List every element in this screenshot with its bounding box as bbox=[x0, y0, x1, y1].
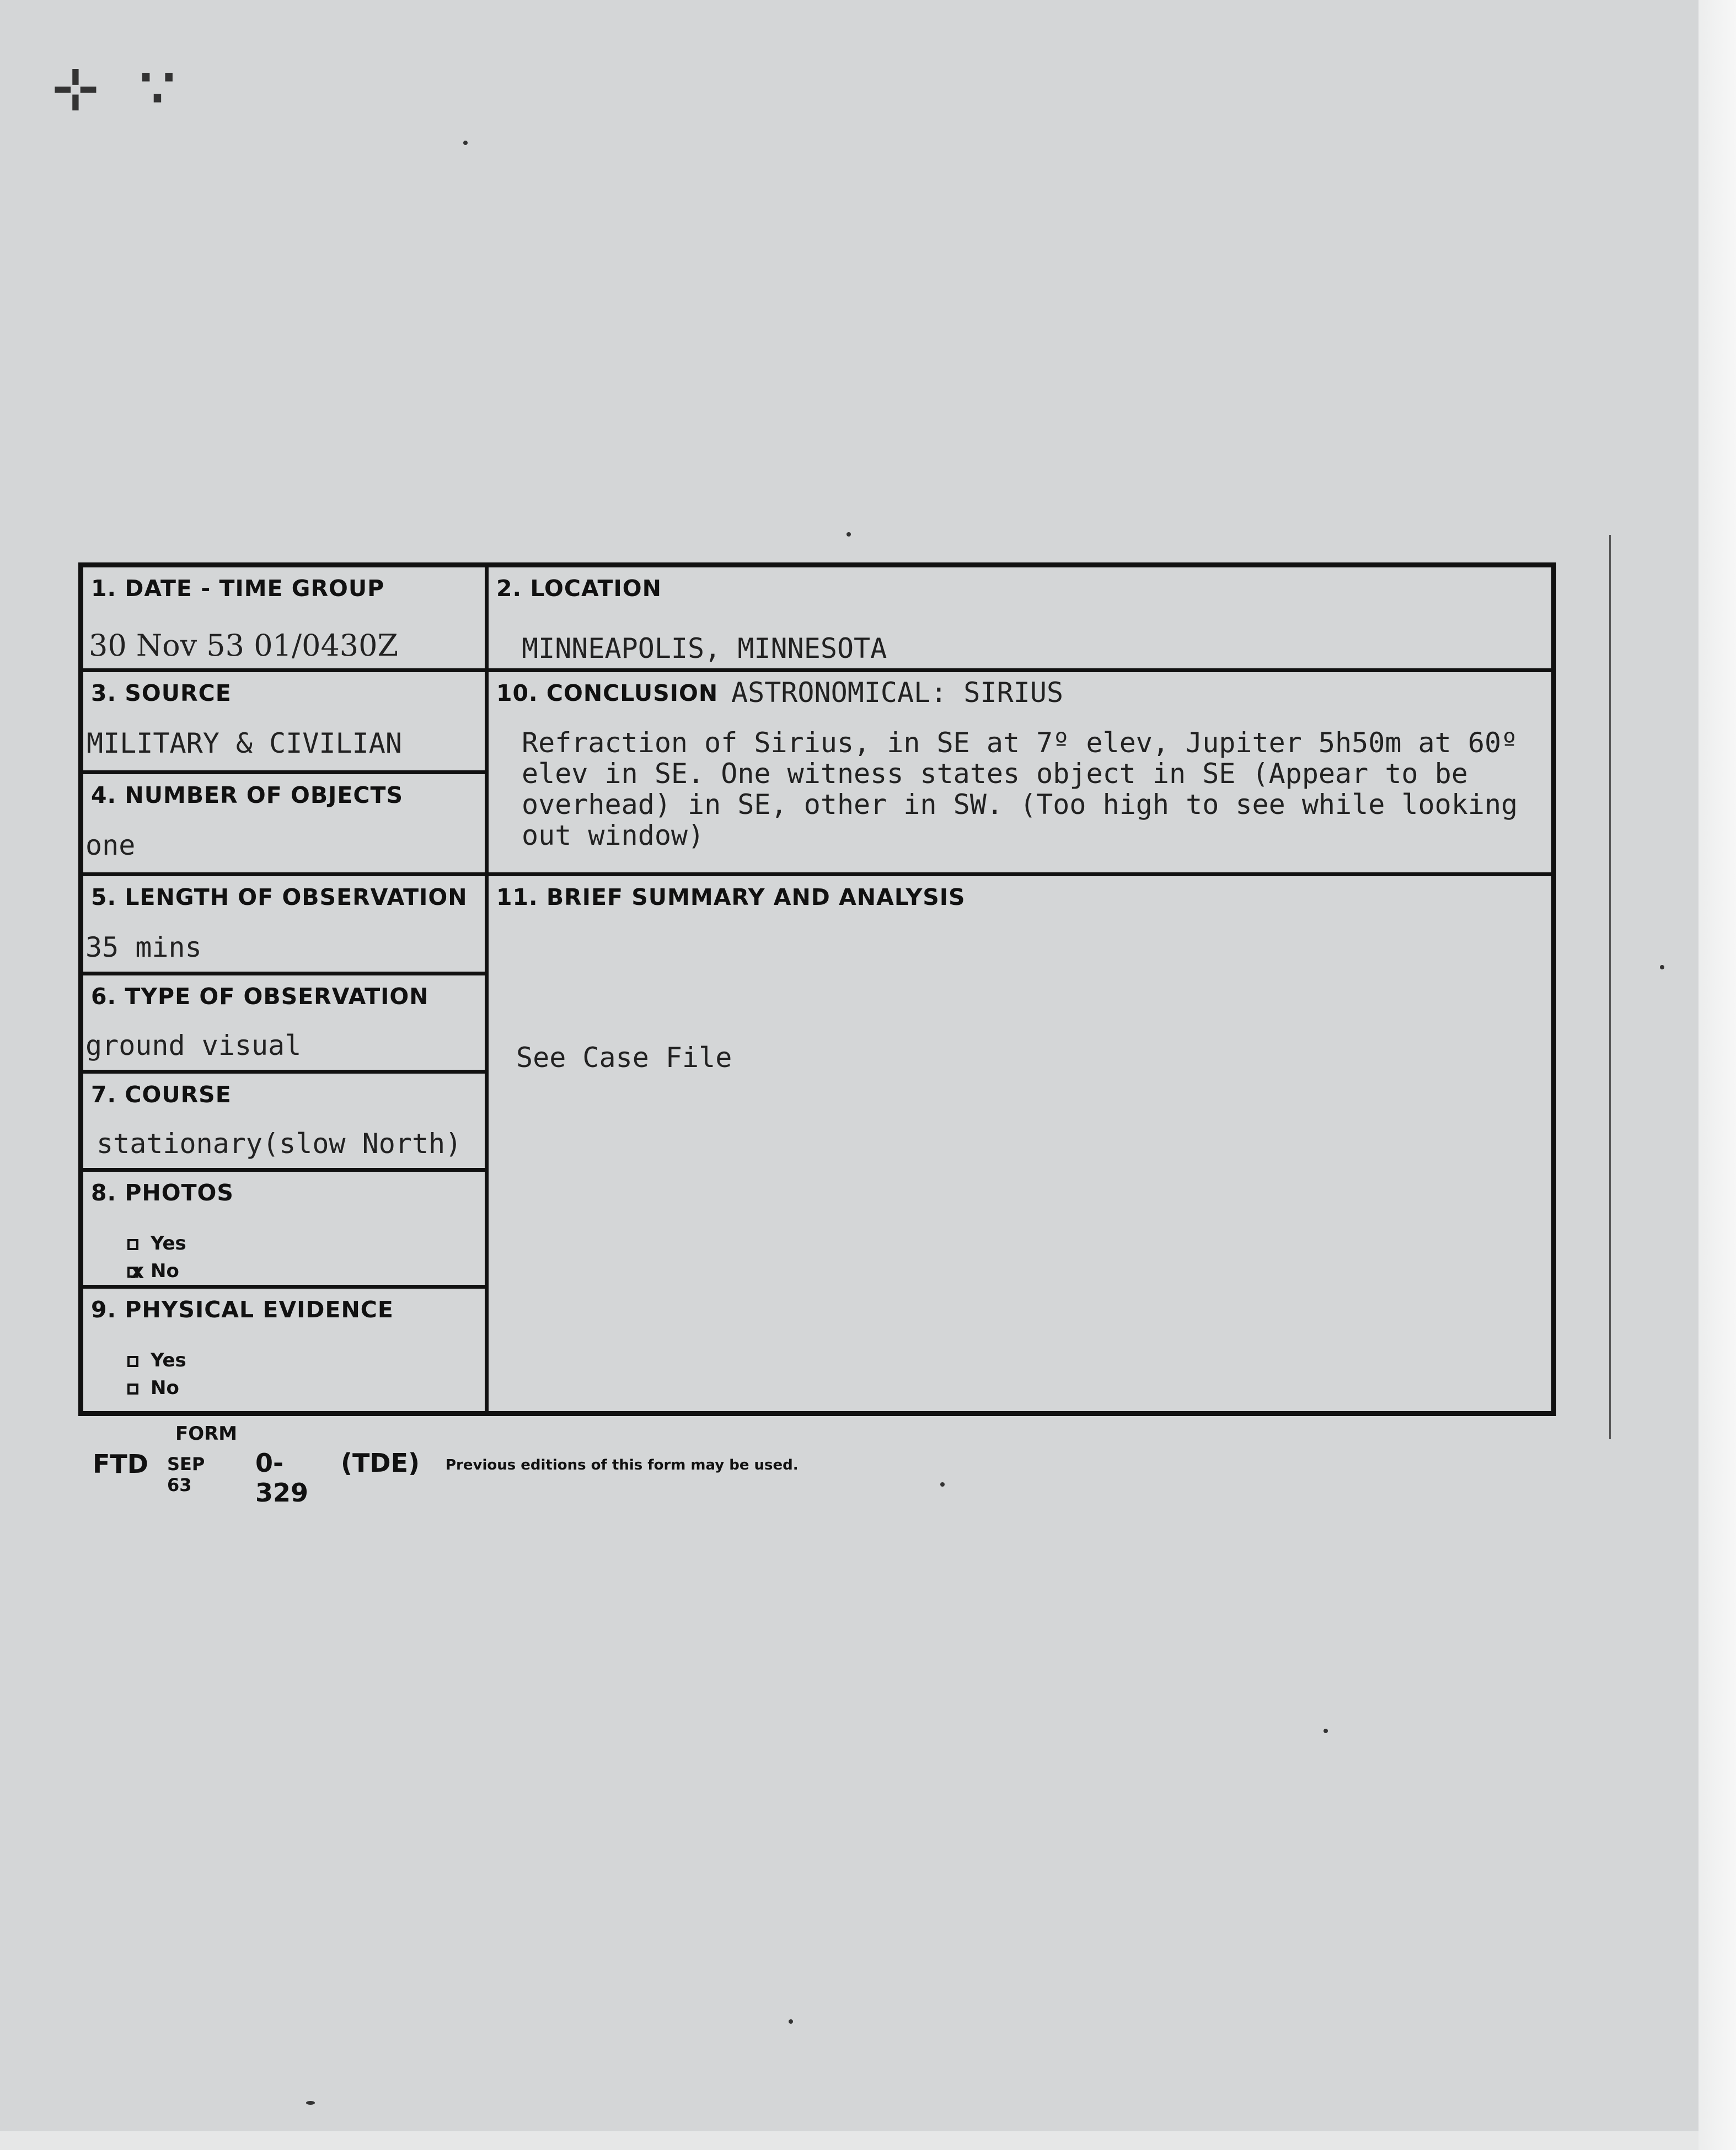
speck bbox=[306, 2101, 315, 2105]
photos-yes-option: Yes bbox=[127, 1232, 186, 1254]
footer-form-number: 0-329 bbox=[255, 1448, 309, 1508]
page-bottom-edge bbox=[0, 2131, 1699, 2150]
physical-evidence-yes-option: Yes bbox=[127, 1349, 186, 1371]
page-fold-line bbox=[1609, 535, 1611, 1439]
summary-label: 11. BRIEF SUMMARY AND ANALYSIS bbox=[496, 884, 966, 910]
checkbox-empty-icon bbox=[127, 1384, 138, 1395]
physical-evidence-cell bbox=[83, 1289, 485, 1411]
photos-cell bbox=[83, 1172, 485, 1289]
speck bbox=[463, 141, 468, 145]
footer-agency: (TDE) bbox=[341, 1448, 420, 1478]
corner-mark: ⊹ ∵ bbox=[52, 55, 186, 120]
number-of-objects-cell bbox=[83, 774, 485, 876]
speck bbox=[846, 532, 851, 537]
physical-evidence-no-option: No bbox=[127, 1377, 179, 1399]
source-label: 3. SOURCE bbox=[91, 680, 232, 706]
footer-ftd: FTD bbox=[93, 1449, 148, 1479]
physical-evidence-label: 9. PHYSICAL EVIDENCE bbox=[91, 1296, 394, 1323]
conclusion-cell bbox=[489, 672, 1551, 876]
location-value: MINNEAPOLIS, MINNESOTA bbox=[522, 632, 887, 664]
checkbox-checked-icon bbox=[127, 1267, 138, 1278]
course-label: 7. COURSE bbox=[91, 1081, 232, 1108]
length-of-observation-cell bbox=[83, 876, 485, 975]
footer-note: Previous editions of this form may be used. bbox=[446, 1457, 799, 1473]
course-value: stationary(slow North) bbox=[97, 1128, 462, 1160]
summary-text: See Case File bbox=[516, 1042, 732, 1074]
footer-date-code: SEP 63 bbox=[167, 1454, 205, 1495]
speck bbox=[1324, 1729, 1328, 1733]
conclusion-text: Refraction of Sirius, in SE at 7º elev, Jupiter 5h50m at 60º elev in SE. One witness states object in SE (Appear to be overhead) in SE, other in SW. (Too high to see while looking out window) bbox=[522, 727, 1518, 851]
source-cell bbox=[83, 672, 485, 774]
footer-form-word: FORM bbox=[175, 1423, 238, 1445]
length-of-observation-value: 35 mins bbox=[85, 931, 202, 963]
report-form bbox=[78, 562, 1556, 1416]
conclusion-value: ASTRONOMICAL: SIRIUS bbox=[731, 677, 1064, 709]
course-cell bbox=[83, 1074, 485, 1172]
photos-no-option: xNo bbox=[127, 1260, 179, 1282]
speck bbox=[1660, 965, 1664, 969]
speck bbox=[940, 1482, 945, 1487]
summary-cell bbox=[489, 876, 1551, 1411]
date-time-label: 1. DATE - TIME GROUP bbox=[91, 575, 385, 602]
date-time-value: 30 Nov 53 01/0430Z bbox=[89, 628, 399, 663]
date-time-cell bbox=[83, 567, 485, 672]
type-of-observation-value: ground visual bbox=[85, 1030, 302, 1061]
column-divider bbox=[485, 567, 489, 1411]
location-label: 2. LOCATION bbox=[496, 575, 662, 602]
source-value: MILITARY & CIVILIAN bbox=[87, 727, 402, 759]
length-of-observation-label: 5. LENGTH OF OBSERVATION bbox=[91, 884, 468, 910]
type-of-observation-label: 6. TYPE OF OBSERVATION bbox=[91, 983, 429, 1010]
checkbox-empty-icon bbox=[127, 1239, 138, 1250]
checkbox-empty-icon bbox=[127, 1356, 138, 1367]
conclusion-label: 10. CONCLUSION bbox=[496, 680, 719, 706]
number-of-objects-value: one bbox=[85, 829, 136, 861]
photos-label: 8. PHOTOS bbox=[91, 1179, 234, 1206]
speck bbox=[789, 2019, 793, 2024]
location-cell bbox=[489, 567, 1551, 672]
number-of-objects-label: 4. NUMBER OF OBJECTS bbox=[91, 782, 403, 808]
page-edge bbox=[1699, 0, 1736, 2150]
type-of-observation-cell bbox=[83, 975, 485, 1074]
